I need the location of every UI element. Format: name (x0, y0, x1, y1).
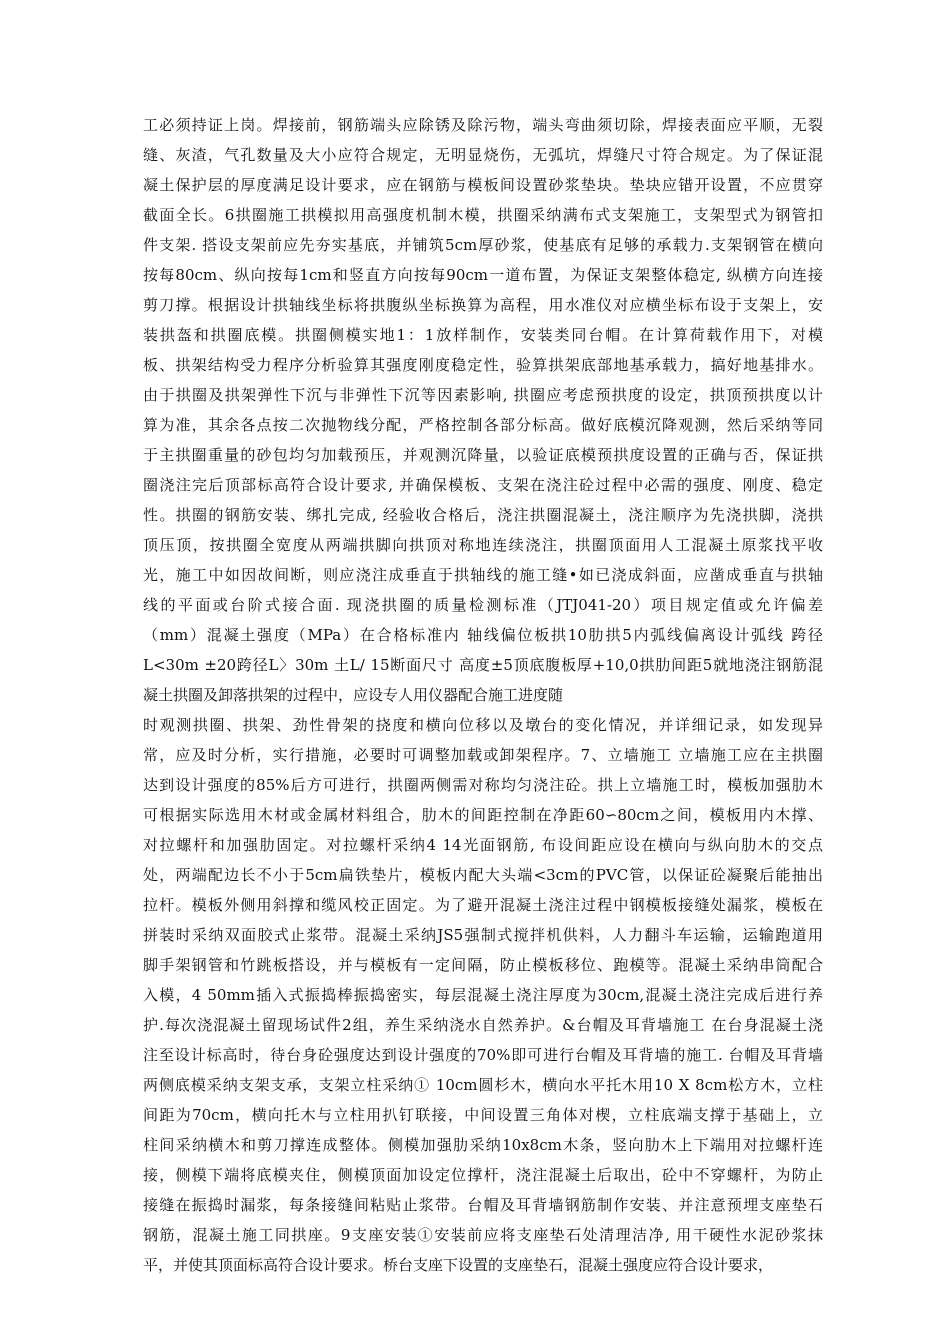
text-line: 件支架. 搭设支架前应先夯实基底，并铺筑5cm厚砂浆，使基底有足够的承载力.支架钢管在横向 (143, 236, 823, 254)
text-line: 柱间采纳横木和剪刀撑连成整体。侧模加强肋采纳10x8cm木条，竖向肋木上下端用对拉螺杆连 (143, 1136, 823, 1154)
body-text (143, 110, 823, 1280)
text-line: 对拉螺杆和加强肋固定。对拉螺杆采纳4 14光面钢筋, 布设间距应设在横向与纵向肋木的交点 (143, 836, 823, 854)
text-line: 达到设计强度的85%后方可进行，拱圈两侧需对称均匀浇注砼。拱上立墙施工时，模板加强肋木 (143, 776, 823, 794)
text-line: 两侧底模采纳支架支承，支架立柱采纳① 10cm圆杉木，横向水平托木用10 X 8cm松方木，立柱 (143, 1076, 823, 1094)
text-line: 注至设计标高时，待台身砼强度达到设计强度的70%即可进行台帽及耳背墙的施工. 台帽及耳背墙 (143, 1046, 823, 1064)
text-line: 性。拱圈的钢筋安装、绑扎完成, 经验收合格后，浇注拱圈混凝土，浇注顺序为先浇拱脚，浇拱 (143, 506, 823, 524)
text-line: 拼装时采纳双面胶式止浆带。混凝土采纳JS5强制式搅拌机供料，人力翻斗车运输，运输跑道用 (143, 926, 823, 944)
text-line: 于主拱圈重量的砂包均匀加载预压，并观测沉降量，以验证底模预拱度设置的正确与否，保证拱 (143, 446, 823, 464)
text-line: 算为准，其余各点按二次抛物线分配，严格控制各部分标高。做好底模沉降观测，然后采纳等同 (143, 416, 823, 434)
text-line: 平，并使其顶面标高符合设计要求。桥台支座下设置的支座垫石，混凝土强度应符合设计要求， (143, 1256, 774, 1274)
text-line: L<30m ±20跨径L〉30m 土L/ 15断面尺寸 高度±5顶底腹板厚+10,0拱肋间距5就地浇注钢筋混 (143, 656, 823, 674)
text-line: 凝土拱圈及卸落拱架的过程中，应设专人用仪器配合施工进度随 (143, 686, 564, 704)
text-line: 板、拱架结构受力程序分析验算其强度刚度稳定性，验算拱架底部地基承载力，搞好地基排水。 (143, 356, 823, 374)
text-line: 截面全长。6拱圈施工拱模拟用高强度机制木模，拱圈采纳满布式支架施工，支架型式为钢管扣 (143, 206, 823, 224)
text-line: 拉杆。模板外侧用斜撑和缆风校正固定。为了避开混凝土浇注过程中钢模板接缝处漏浆，模板在 (143, 896, 823, 914)
text-line: 按每80cm、纵向按每1cm和竖直方向按每90cm一道布置，为保证支架整体稳定, 纵横方向连接 (143, 266, 823, 284)
text-line: 圈浇注完后顶部标高符合设计要求, 并确保模板、支架在浇注砼过程中必需的强度、刚度、稳定 (143, 476, 823, 494)
text-line: 顶压顶，按拱圈全宽度从两端拱脚向拱顶对称地连续浇注，拱圈顶面用人工混凝土原浆找平收 (143, 536, 823, 554)
text-line: 间距为70cm，横向托木与立柱用扒钉联接，中间设置三角体对楔，立柱底端支撑于基础上，立 (143, 1106, 823, 1124)
text-line: 缝、灰渣，气孔数量及大小应符合规定，无明显烧伤，无弧坑，焊缝尺寸符合规定。为了保证混 (143, 146, 823, 164)
text-line: （mm）混凝土强度（MPa）在合格标准内 轴线偏位板拱10肋拱5内弧线偏离设计弧线 跨径 (143, 626, 823, 644)
text-line: 处，两端配边长不小于5cm扁铁垫片，模板内配大头端<3cm的PVC管，以保证砼凝聚后能抽出 (143, 866, 823, 884)
text-line: 由于拱圈及拱架弹性下沉与非弹性下沉等因素影响, 拱圈应考虑预拱度的设定，拱顶预拱度以计 (143, 386, 823, 404)
text-line: 凝土保护层的厚度满足设计要求，应在钢筋与模板间设置砂浆垫块。垫块应错开设置，不应贯穿 (143, 176, 823, 194)
text-line: 剪刀撑。根据设计拱轴线坐标将拱腹纵坐标换算为高程，用水准仪对应横坐标布设于支架上，安 (143, 296, 823, 314)
text-line: 接，侧模下端将底模夹住，侧模顶面加设定位撑杆，浇注混凝土后取出，砼中不穿螺杆，为防止 (143, 1166, 823, 1184)
text-line: 工必须持证上岗。焊接前，钢筋端头应除锈及除污物，端头弯曲须切除，焊接表面应平顺，无裂 (143, 116, 823, 134)
text-line: 光，施工中如因故间断，则应浇注成垂直于拱轴线的施工缝•如已浇成斜面，应凿成垂直与拱轴 (143, 566, 823, 584)
text-line: 可根据实际选用木材或金属材料组合，肋木的间距控制在净距60∽80cm之间，模板用内木撑、 (143, 806, 823, 824)
text-line: 线的平面或台阶式接合面. 现浇拱圈的质量检测标准（JTJ041-20）项目规定值或允许偏差 (143, 596, 823, 614)
text-line: 时观测拱圈、拱架、劲性骨架的挠度和横向位移以及墩台的变化情况，并详细记录，如发现异 (143, 716, 823, 734)
text-line: 脚手架钢管和竹跳板搭设，并与模板有一定间隔，防止模板移位、跑模等。混凝土采纳串筒配合 (143, 956, 823, 974)
text-line: 常，应及时分析，实行措施，必要时可调整加载或卸架程序。7、立墙施工 立墙施工应在主拱圈 (143, 746, 823, 764)
text-line: 护.每次浇混凝土留现场试件2组，养生采纳浇水自然养护。&台帽及耳背墙施工 在台身混凝土浇 (143, 1016, 823, 1034)
text-line: 入模，4 50mm插入式振捣棒振捣密实，每层混凝土浇注厚度为30cm,混凝土浇注完成后进行养 (143, 986, 823, 1004)
text-line: 接缝在振捣时漏浆，每条接缝间粘贴止浆带。台帽及耳背墙钢筋制作安装、并注意预埋支座垫石 (143, 1196, 823, 1214)
text-line: 钢筋，混凝土施工同拱座。9支座安装①安装前应将支座垫石处清理洁净, 用干硬性水泥砂浆抹 (143, 1226, 823, 1244)
text-line: 装拱盔和拱圈底模。拱圈侧模实地1：1放样制作，安装类同台帽。在计算荷载作用下，对模 (143, 326, 823, 344)
